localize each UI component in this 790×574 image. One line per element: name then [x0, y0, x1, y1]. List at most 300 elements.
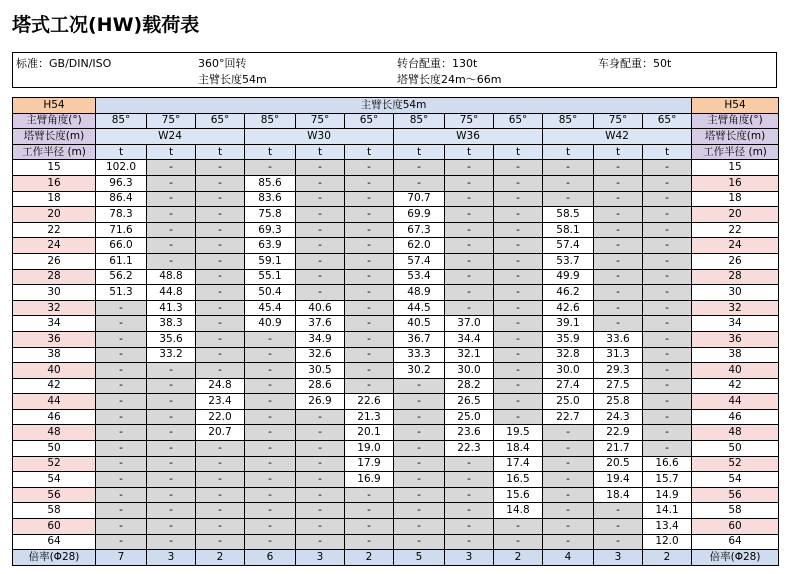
load-value-cell: -	[147, 487, 196, 503]
table-row	[13, 378, 779, 394]
load-value-cell: -	[196, 363, 245, 379]
radius-cell-left: 60	[13, 519, 96, 535]
angle-header-cell: 85°	[245, 113, 296, 129]
load-value-cell: 22.9	[594, 425, 643, 441]
radius-cell-left: 56	[13, 487, 96, 503]
load-value-cell: -	[594, 175, 643, 191]
table-row	[13, 160, 779, 176]
load-value-cell: -	[494, 394, 543, 410]
unit-cell: t	[147, 144, 196, 160]
tower-length-header-cell: W36	[394, 129, 543, 145]
unit-cell: t	[643, 144, 692, 160]
load-value-cell: 53.4	[394, 269, 445, 285]
load-value-cell: -	[494, 300, 543, 316]
load-value-cell: 96.3	[96, 175, 147, 191]
load-value-cell: -	[643, 222, 692, 238]
radius-cell-right: 46	[692, 409, 779, 425]
load-value-cell: -	[345, 253, 394, 269]
load-value-cell: -	[494, 519, 543, 535]
radius-cell-left: 20	[13, 207, 96, 223]
load-value-cell: -	[543, 503, 594, 519]
load-value-cell: -	[245, 456, 296, 472]
table-row	[13, 300, 779, 316]
radius-cell-left: 44	[13, 394, 96, 410]
load-value-cell: 85.6	[245, 175, 296, 191]
load-value-cell: -	[196, 269, 245, 285]
load-value-cell: -	[345, 191, 394, 207]
load-value-cell: -	[245, 472, 296, 488]
load-value-cell: -	[445, 222, 494, 238]
load-value-cell: -	[147, 160, 196, 176]
angle-header-cell: 85°	[543, 113, 594, 129]
load-value-cell: -	[543, 191, 594, 207]
load-value-cell: 16.6	[643, 456, 692, 472]
load-value-cell: -	[394, 160, 445, 176]
load-value-cell: -	[594, 207, 643, 223]
load-value-cell: -	[147, 503, 196, 519]
load-value-cell: -	[296, 503, 345, 519]
load-value-cell: 17.9	[345, 456, 394, 472]
load-value-cell: 32.8	[543, 347, 594, 363]
radius-cell-right: 40	[692, 363, 779, 379]
load-value-cell: -	[445, 534, 494, 550]
load-value-cell: -	[445, 238, 494, 254]
load-value-cell: -	[643, 347, 692, 363]
load-value-cell: -	[494, 160, 543, 176]
load-value-cell: -	[345, 238, 394, 254]
load-value-cell: -	[296, 487, 345, 503]
load-value-cell: -	[147, 409, 196, 425]
load-value-cell: -	[296, 160, 345, 176]
load-value-cell: 15.7	[643, 472, 692, 488]
load-value-cell: -	[196, 285, 245, 301]
unit-cell: t	[345, 144, 394, 160]
load-value-cell: -	[594, 300, 643, 316]
load-value-cell: 26.5	[445, 394, 494, 410]
load-value-cell: 25.0	[445, 409, 494, 425]
load-value-cell: -	[345, 378, 394, 394]
load-value-cell: -	[643, 285, 692, 301]
radius-cell-right: 36	[692, 331, 779, 347]
load-value-cell: -	[345, 347, 394, 363]
load-value-cell: -	[96, 503, 147, 519]
load-value-cell: 58.1	[543, 222, 594, 238]
radius-cell-left: 18	[13, 191, 96, 207]
load-value-cell: 29.3	[594, 363, 643, 379]
load-value-cell: -	[345, 175, 394, 191]
load-value-cell: -	[345, 534, 394, 550]
tower-length-header-cell: W24	[96, 129, 245, 145]
load-value-cell: 25.0	[543, 394, 594, 410]
radius-cell-right: 16	[692, 175, 779, 191]
load-value-cell: -	[96, 487, 147, 503]
load-value-cell: -	[643, 207, 692, 223]
load-value-cell: -	[394, 175, 445, 191]
load-value-cell: -	[445, 487, 494, 503]
table-row	[13, 519, 779, 535]
radius-cell-left: 15	[13, 160, 96, 176]
radius-cell-right: 48	[692, 425, 779, 441]
load-value-cell: 19.4	[594, 472, 643, 488]
spec-box	[12, 52, 777, 88]
load-value-cell: -	[296, 519, 345, 535]
load-value-cell: -	[543, 519, 594, 535]
load-value-cell: -	[196, 253, 245, 269]
load-value-cell: 44.8	[147, 285, 196, 301]
load-value-cell: 13.4	[643, 519, 692, 535]
load-value-cell: 75.8	[245, 207, 296, 223]
load-value-cell: -	[296, 191, 345, 207]
angle-header-cell: 75°	[147, 113, 196, 129]
load-value-cell: -	[296, 269, 345, 285]
table-row	[13, 285, 779, 301]
load-value-cell: -	[96, 425, 147, 441]
header-row-units	[13, 144, 779, 160]
load-value-cell: 21.7	[594, 441, 643, 457]
load-value-cell: -	[245, 534, 296, 550]
load-value-cell: -	[494, 269, 543, 285]
unit-cell: t	[296, 144, 345, 160]
load-value-cell: -	[147, 472, 196, 488]
radius-cell-left: 38	[13, 347, 96, 363]
radius-cell-left: 36	[13, 331, 96, 347]
load-value-cell: -	[96, 378, 147, 394]
load-value-cell: -	[296, 253, 345, 269]
load-value-cell: -	[643, 175, 692, 191]
load-value-cell: -	[445, 253, 494, 269]
load-value-cell: -	[394, 456, 445, 472]
angle-header-cell: 85°	[96, 113, 147, 129]
load-value-cell: -	[245, 347, 296, 363]
load-chart-table	[12, 97, 779, 566]
table-row	[13, 238, 779, 254]
load-value-cell: -	[594, 160, 643, 176]
table-row	[13, 207, 779, 223]
reeving-value-cell: 3	[296, 550, 345, 566]
radius-cell-right: 24	[692, 238, 779, 254]
load-value-cell: 58.5	[543, 207, 594, 223]
load-value-cell: -	[543, 534, 594, 550]
load-value-cell: -	[96, 363, 147, 379]
reeving-value-cell: 3	[445, 550, 494, 566]
load-value-cell: 23.4	[196, 394, 245, 410]
radius-cell-right: 44	[692, 394, 779, 410]
load-value-cell: -	[643, 300, 692, 316]
load-value-cell: -	[96, 456, 147, 472]
load-value-cell: -	[196, 456, 245, 472]
header-row-title	[13, 98, 779, 114]
load-value-cell: 27.5	[594, 378, 643, 394]
load-value-cell: 22.0	[196, 409, 245, 425]
load-value-cell: -	[643, 316, 692, 332]
load-value-cell: -	[296, 175, 345, 191]
angle-header-cell: 65°	[196, 113, 245, 129]
load-value-cell: -	[445, 191, 494, 207]
reeving-value-cell: 2	[196, 550, 245, 566]
load-value-cell: -	[643, 394, 692, 410]
load-value-cell: 41.3	[147, 300, 196, 316]
load-value-cell: 39.1	[543, 316, 594, 332]
load-value-cell: -	[147, 238, 196, 254]
load-value-cell: 44.5	[394, 300, 445, 316]
load-value-cell: 22.6	[345, 394, 394, 410]
load-value-cell: -	[296, 222, 345, 238]
unit-cell: t	[196, 144, 245, 160]
reeving-value-cell: 2	[345, 550, 394, 566]
load-value-cell: -	[96, 347, 147, 363]
load-value-cell: 22.7	[543, 409, 594, 425]
load-value-cell: -	[96, 519, 147, 535]
table-row	[13, 316, 779, 332]
table-row	[13, 222, 779, 238]
load-value-cell: -	[345, 300, 394, 316]
radius-cell-right: 50	[692, 441, 779, 457]
table-row	[13, 175, 779, 191]
radius-cell-left: 32	[13, 300, 96, 316]
load-value-cell: 71.6	[96, 222, 147, 238]
load-value-cell: -	[345, 285, 394, 301]
load-value-cell: 50.4	[245, 285, 296, 301]
load-value-cell: -	[494, 409, 543, 425]
load-value-cell: -	[296, 409, 345, 425]
load-value-cell: 27.4	[543, 378, 594, 394]
load-value-cell: -	[445, 285, 494, 301]
load-value-cell: -	[445, 207, 494, 223]
header-row-tower	[13, 129, 779, 145]
load-value-cell: -	[196, 347, 245, 363]
table-row	[13, 487, 779, 503]
load-value-cell: -	[445, 519, 494, 535]
table-row	[13, 503, 779, 519]
load-value-cell: -	[96, 441, 147, 457]
load-value-cell: 45.4	[245, 300, 296, 316]
radius-cell-right: 26	[692, 253, 779, 269]
load-value-cell: 33.3	[394, 347, 445, 363]
load-value-cell: -	[494, 253, 543, 269]
load-value-cell: 30.0	[543, 363, 594, 379]
load-value-cell: 24.3	[594, 409, 643, 425]
load-value-cell: -	[147, 207, 196, 223]
corner-label-left: H54	[13, 98, 96, 114]
load-value-cell: -	[345, 222, 394, 238]
load-value-cell: 83.6	[245, 191, 296, 207]
angle-header-cell: 75°	[296, 113, 345, 129]
radius-cell-right: 15	[692, 160, 779, 176]
load-value-cell: -	[345, 160, 394, 176]
radius-cell-right: 34	[692, 316, 779, 332]
load-value-cell: 23.6	[445, 425, 494, 441]
radius-cell-left: 28	[13, 269, 96, 285]
load-value-cell: -	[643, 441, 692, 457]
load-value-cell: -	[147, 534, 196, 550]
load-value-cell: 62.0	[394, 238, 445, 254]
load-value-cell: -	[147, 253, 196, 269]
unit-cell: t	[445, 144, 494, 160]
load-value-cell: 14.9	[643, 487, 692, 503]
load-value-cell: -	[494, 285, 543, 301]
table-row	[13, 363, 779, 379]
tower-length-header-cell: W30	[245, 129, 394, 145]
load-value-cell: -	[196, 472, 245, 488]
load-value-cell: -	[643, 378, 692, 394]
load-value-cell: 51.3	[96, 285, 147, 301]
tower-length-header-cell: W42	[543, 129, 692, 145]
load-value-cell: 19.5	[494, 425, 543, 441]
tower-label-right: 塔臂长度(m)	[692, 129, 779, 145]
spec-rotation: 360°回转	[198, 57, 247, 70]
load-value-cell: -	[245, 441, 296, 457]
load-value-cell: -	[296, 441, 345, 457]
load-value-cell: 59.1	[245, 253, 296, 269]
load-value-cell: -	[296, 285, 345, 301]
load-value-cell: 57.4	[543, 238, 594, 254]
load-value-cell: -	[147, 363, 196, 379]
load-value-cell: -	[445, 503, 494, 519]
load-value-cell: 33.2	[147, 347, 196, 363]
reeving-label-right: 倍率(Φ28)	[692, 550, 779, 566]
load-value-cell: 34.9	[296, 331, 345, 347]
load-value-cell: -	[245, 378, 296, 394]
load-value-cell: 18.4	[494, 441, 543, 457]
load-value-cell: 67.3	[394, 222, 445, 238]
angle-label-left: 主臂角度(°)	[13, 113, 96, 129]
reeving-value-cell: 3	[594, 550, 643, 566]
load-value-cell: -	[245, 425, 296, 441]
page-title: 塔式工况(HW)载荷表	[12, 14, 200, 36]
header-row-angles	[13, 113, 779, 129]
load-value-cell: -	[643, 363, 692, 379]
radius-cell-right: 30	[692, 285, 779, 301]
load-value-cell: 30.0	[445, 363, 494, 379]
radius-cell-left: 16	[13, 175, 96, 191]
radius-cell-left: 46	[13, 409, 96, 425]
load-value-cell: 49.9	[543, 269, 594, 285]
load-value-cell: 31.3	[594, 347, 643, 363]
load-value-cell: -	[196, 503, 245, 519]
load-value-cell: -	[494, 207, 543, 223]
load-value-cell: -	[296, 456, 345, 472]
table-row	[13, 269, 779, 285]
load-value-cell: -	[147, 425, 196, 441]
load-value-cell: 16.5	[494, 472, 543, 488]
load-value-cell: -	[594, 316, 643, 332]
spec-standard: 标准：GB/DIN/ISO	[16, 57, 112, 70]
reeving-value-cell: 2	[494, 550, 543, 566]
reeving-value-cell: 3	[147, 550, 196, 566]
load-value-cell: -	[643, 191, 692, 207]
load-value-cell: 61.1	[96, 253, 147, 269]
load-value-cell: -	[345, 331, 394, 347]
load-value-cell: -	[147, 394, 196, 410]
load-value-cell: 102.0	[96, 160, 147, 176]
load-value-cell: 37.0	[445, 316, 494, 332]
load-value-cell: 56.2	[96, 269, 147, 285]
load-value-cell: -	[196, 519, 245, 535]
load-value-cell: -	[147, 456, 196, 472]
load-value-cell: 12.0	[643, 534, 692, 550]
load-value-cell: -	[245, 409, 296, 425]
table-row	[13, 191, 779, 207]
reeving-value-cell: 6	[245, 550, 296, 566]
load-value-cell: 35.6	[147, 331, 196, 347]
spec-body-counterweight: 车身配重：50t	[598, 57, 672, 70]
load-value-cell: -	[196, 316, 245, 332]
table-row	[13, 409, 779, 425]
load-value-cell: -	[494, 534, 543, 550]
load-value-cell: -	[196, 191, 245, 207]
load-value-cell: -	[494, 363, 543, 379]
angle-header-cell: 75°	[445, 113, 494, 129]
load-value-cell: -	[494, 316, 543, 332]
load-value-cell: -	[445, 300, 494, 316]
load-value-cell: -	[494, 238, 543, 254]
radius-cell-left: 40	[13, 363, 96, 379]
load-value-cell: -	[494, 331, 543, 347]
load-value-cell: 48.8	[147, 269, 196, 285]
load-value-cell: 20.1	[345, 425, 394, 441]
load-value-cell: -	[394, 409, 445, 425]
angle-header-cell: 65°	[494, 113, 543, 129]
load-value-cell: -	[296, 472, 345, 488]
reeving-label-left: 倍率(Φ28)	[13, 550, 96, 566]
radius-cell-left: 50	[13, 441, 96, 457]
radius-cell-right: 60	[692, 519, 779, 535]
radius-cell-left: 42	[13, 378, 96, 394]
load-value-cell: -	[96, 472, 147, 488]
load-value-cell: 78.3	[96, 207, 147, 223]
reeving-value-cell: 4	[543, 550, 594, 566]
load-value-cell: -	[643, 331, 692, 347]
load-value-cell: 20.5	[594, 456, 643, 472]
reeving-value-cell: 7	[96, 550, 147, 566]
load-value-cell: 36.7	[394, 331, 445, 347]
table-row	[13, 472, 779, 488]
table-row	[13, 534, 779, 550]
load-value-cell: -	[196, 238, 245, 254]
load-value-cell: -	[594, 519, 643, 535]
reeving-value-cell: 5	[394, 550, 445, 566]
load-value-cell: 16.9	[345, 472, 394, 488]
load-value-cell: 42.6	[543, 300, 594, 316]
spec-turntable-counterweight: 转台配重：130t	[397, 57, 478, 70]
load-value-cell: -	[196, 300, 245, 316]
load-value-cell: -	[594, 285, 643, 301]
load-value-cell: 17.4	[494, 456, 543, 472]
load-value-cell: -	[494, 191, 543, 207]
load-value-cell: -	[345, 269, 394, 285]
load-value-cell: -	[394, 534, 445, 550]
load-value-cell: 14.1	[643, 503, 692, 519]
load-value-cell: 28.6	[296, 378, 345, 394]
load-value-cell: -	[345, 207, 394, 223]
radius-cell-left: 58	[13, 503, 96, 519]
load-value-cell: -	[345, 519, 394, 535]
load-value-cell: -	[245, 503, 296, 519]
load-value-cell: -	[543, 441, 594, 457]
load-value-cell: -	[96, 300, 147, 316]
radius-cell-right: 58	[692, 503, 779, 519]
load-value-cell: -	[196, 441, 245, 457]
spec-main-boom-length: 主臂长度54m	[198, 73, 267, 86]
radius-cell-left: 48	[13, 425, 96, 441]
radius-cell-left: 24	[13, 238, 96, 254]
header-title: 主臂长度54m	[96, 98, 692, 114]
radius-cell-right: 18	[692, 191, 779, 207]
load-value-cell: -	[594, 191, 643, 207]
radius-cell-left: 64	[13, 534, 96, 550]
load-value-cell: 86.4	[96, 191, 147, 207]
unit-cell: t	[96, 144, 147, 160]
